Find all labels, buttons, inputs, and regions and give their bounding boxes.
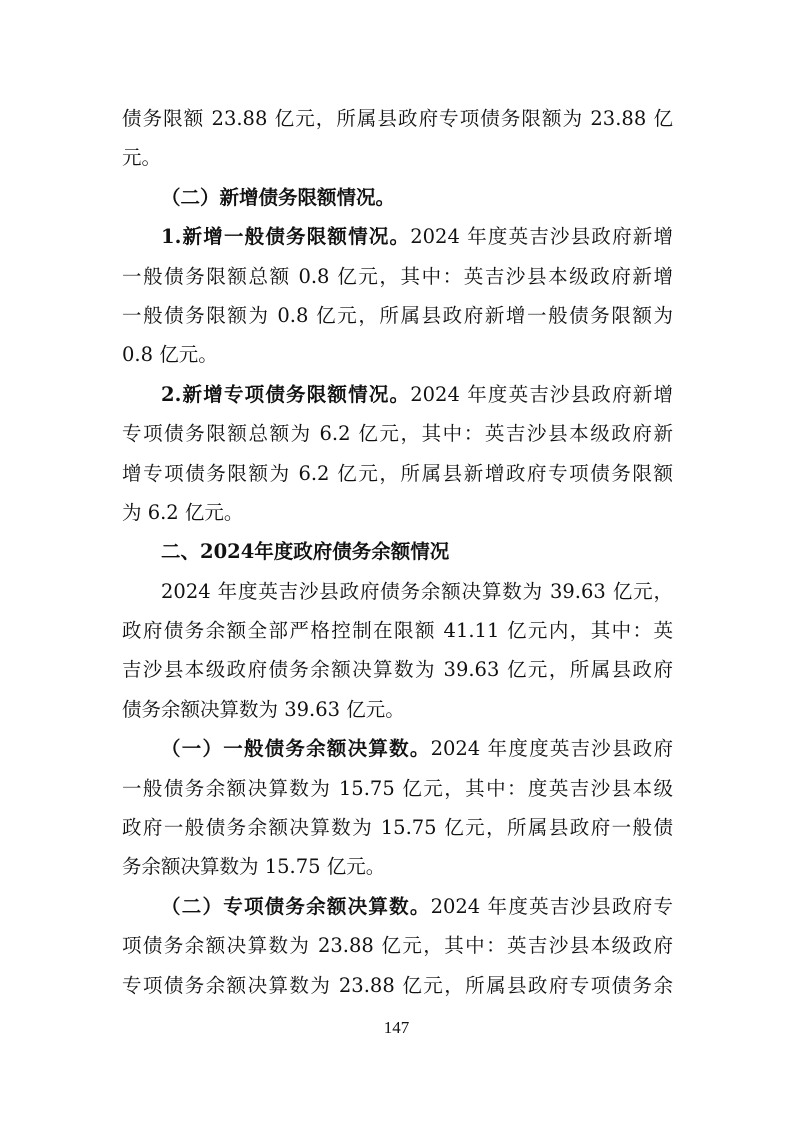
text-line: 债务限额 23.88 亿元，所属县政府专项债务限额为 23.88 亿 (122, 107, 673, 130)
text-line: 一般债务限额为 0.8 亿元，所属县政府新增一般债务限额为 (122, 303, 673, 327)
lead-in-bold: （二）专项债务余额决算数。 (161, 894, 431, 918)
page-number: 147 (383, 1018, 410, 1037)
lead-in-text: 2024 年度英吉沙县政府专 (430, 894, 673, 918)
section-heading-debt-balance (122, 532, 673, 571)
text-line: 增专项债务限额为 6.2 亿元，所属县新增政府专项债务限额 (122, 461, 673, 485)
text-line (122, 375, 673, 414)
lead-in-text: 2024 年度英吉沙县政府新增 (410, 225, 673, 249)
text-line: 专项债务余额决算数为 23.88 亿元，所属县政府专项债务余 (122, 973, 673, 997)
paragraph-new-special-debt (122, 375, 673, 533)
heading-line: （二）新增债务限额情况。 (161, 185, 396, 209)
paragraph-new-general-debt (122, 217, 673, 375)
text-line (122, 887, 673, 926)
text-line: 债务余额决算数为 39.63 亿元。 (122, 697, 405, 721)
text-line: 政府一般债务余额决算数为 15.75 亿元，所属县政府一般债 (122, 816, 673, 840)
text-line (122, 217, 673, 256)
text-line: 项债务余额决算数为 23.88 亿元，其中：英吉沙县本级政府 (122, 934, 673, 958)
text-line: 0.8 亿元。 (122, 343, 218, 367)
lead-in-text: 2024 年度英吉沙县政府新增 (410, 382, 673, 406)
lead-in-bold: 1.新增一般债务限额情况。 (161, 225, 411, 249)
section-heading-new-debt-limit (122, 178, 673, 217)
text-line (122, 729, 673, 768)
paragraph-debt-balance (122, 572, 673, 730)
text-line: 2024 年度英吉沙县政府债务余额决算数为 39.63 亿元， (161, 579, 673, 603)
lead-in-bold: 2.新增专项债务限额情况。 (161, 382, 411, 406)
text-line: 吉沙县本级政府债务余额决算数为 39.63 亿元，所属县政府 (122, 658, 673, 682)
text-line: 一般债务限额总额 0.8 亿元，其中：英吉沙县本级政府新增 (122, 264, 673, 288)
text-line: 一般债务余额决算数为 15.75 亿元，其中：度英吉沙县本级 (122, 776, 673, 800)
paragraph-continuation (122, 99, 673, 178)
lead-in-bold: （一）一般债务余额决算数。 (161, 737, 431, 761)
text-line: 为 6.2 亿元。 (122, 500, 244, 524)
text-line: 专项债务限额总额为 6.2 亿元，其中：英吉沙县本级政府新 (122, 422, 673, 446)
text-line: 务余额决算数为 15.75 亿元。 (122, 855, 386, 879)
paragraph-special-debt-balance (122, 887, 673, 1005)
lead-in-text: 2024 年度度英吉沙县政府 (430, 737, 673, 761)
document-page (122, 99, 673, 1005)
text-line: 元。 (122, 146, 162, 170)
paragraph-general-debt-balance (122, 729, 673, 887)
text-line: 政府债务余额全部严格控制在限额 41.11 亿元内，其中：英 (122, 619, 673, 643)
heading-line: 二、2024年度政府债务余额情况 (161, 540, 450, 564)
